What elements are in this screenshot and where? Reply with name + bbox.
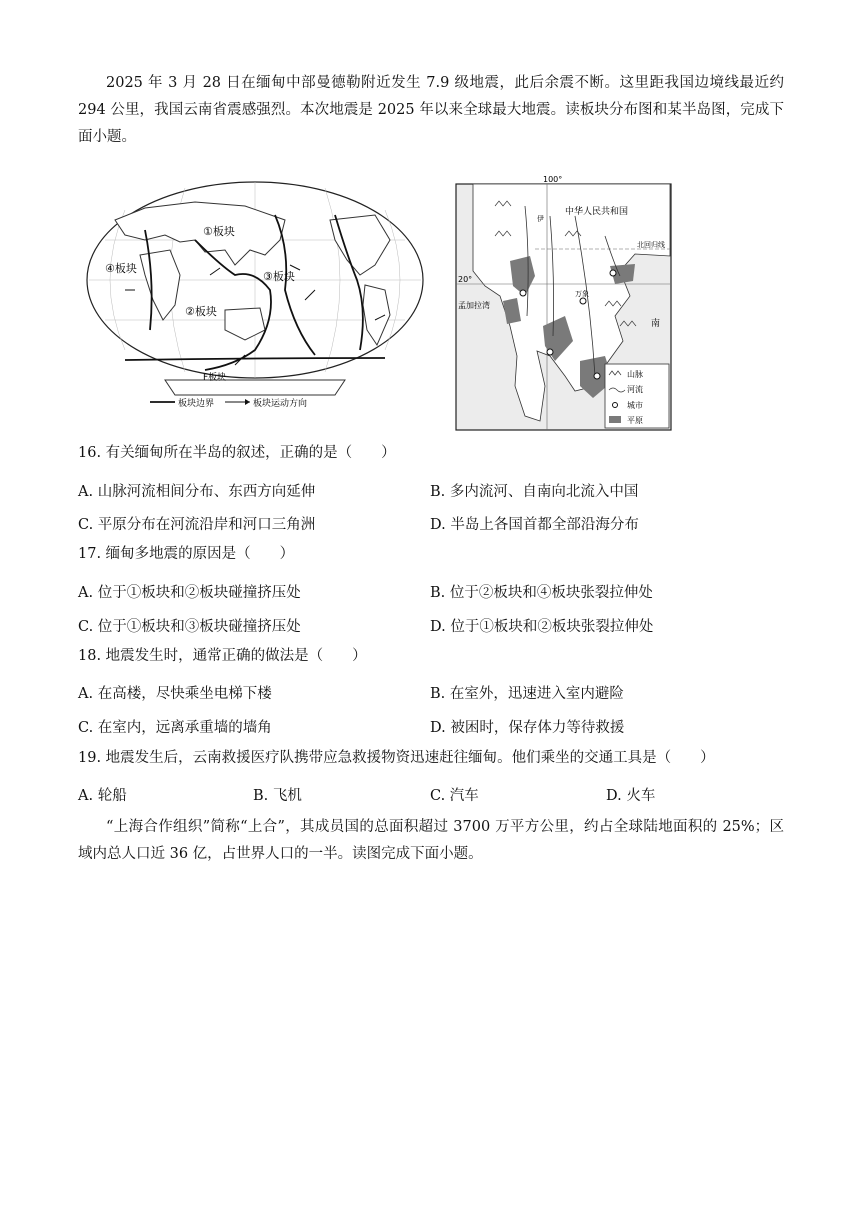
q19-option-a: A. 轮船: [78, 788, 127, 804]
tropic-label: 北回归线: [637, 241, 665, 249]
q19-option-c: C. 汽车: [430, 788, 479, 804]
sea-label-1: 南: [651, 319, 661, 329]
legend-city: 城市: [627, 401, 643, 410]
peninsula-map-figure: [455, 176, 673, 432]
plate-label-4: ④板块: [105, 262, 137, 275]
q18-option-a: A. 在高楼，尽快乘坐电梯下楼: [78, 686, 272, 702]
plate-label-f: F板块: [203, 373, 227, 383]
q16-option-c: C. 平原分布在河流沿岸和河口三角洲: [78, 517, 316, 533]
river-label: 伊: [537, 215, 544, 223]
legend-mountain: 山脉: [627, 370, 643, 379]
legend-boundary: 板块边界: [178, 399, 215, 409]
plate-map-figure: [85, 180, 425, 415]
q16-option-d: D. 半岛上各国首都全部沿海分布: [430, 517, 639, 533]
legend-direction: 板块运动方向: [253, 399, 308, 409]
q19-option-b: B. 飞机: [253, 788, 302, 804]
question-16-stem: 16. 有关缅甸所在半岛的叙述，正确的是（ ）: [78, 445, 396, 461]
bay-label: 孟加拉湾: [458, 301, 490, 310]
q18-option-d: D. 被困时，保存体力等待救援: [430, 720, 625, 736]
q17-option-c: C. 位于①板块和③板块碰撞挤压处: [78, 619, 301, 635]
q17-option-d: D. 位于①板块和②板块张裂拉伸处: [430, 619, 654, 635]
plate-label-1: ①板块: [203, 225, 235, 238]
legend-river: 河流: [627, 385, 643, 394]
longitude-label: 100°: [543, 176, 563, 184]
q18-option-c: C. 在室内，远离承重墙的墙角: [78, 720, 272, 736]
intro-paragraph-1: 2025 年 3 月 28 日在缅甸中部曼德勒附近发生 7.9 级地震，此后余震不断。这里距我国边境线最近约 294 公里，我国云南省震感强烈。本次地震是 2025 年以来全球最大地震。读板块分布图和某半岛图，完成下面小题。: [78, 75, 784, 145]
city-label: 万象: [575, 290, 589, 298]
q16-option-a: A. 山脉河流相间分布、东西方向延伸: [78, 484, 316, 500]
q18-option-b: B. 在室外，迅速进入室内避险: [430, 686, 624, 702]
question-19-stem: 19. 地震发生后，云南救援医疗队携带应急救援物资迅速赶往缅甸。他们乘坐的交通工具是（ ）: [78, 750, 715, 766]
plate-label-3: ③板块: [263, 270, 295, 283]
q16-option-b: B. 多内流河、自南向北流入中国: [430, 484, 639, 500]
intro-paragraph-2: “上海合作组织”简称“上合”，其成员国的总面积超过 3700 万平方公里，约占全球陆地面积的 25%；区域内总人口近 36 亿，占世界人口的一半。读图完成下面小题。: [78, 819, 784, 862]
latitude-label: 20°: [458, 275, 473, 284]
legend-plain: 平原: [627, 416, 643, 425]
plate-label-2: ②板块: [185, 305, 217, 318]
country-label: 中华人民共和国: [565, 207, 629, 217]
q19-option-d: D. 火车: [606, 788, 656, 804]
q17-option-b: B. 位于②板块和④板块张裂拉伸处: [430, 585, 653, 601]
question-18-stem: 18. 地震发生时，通常正确的做法是（ ）: [78, 648, 367, 664]
question-17-stem: 17. 缅甸多地震的原因是（ ）: [78, 546, 295, 562]
q17-option-a: A. 位于①板块和②板块碰撞挤压处: [78, 585, 301, 601]
